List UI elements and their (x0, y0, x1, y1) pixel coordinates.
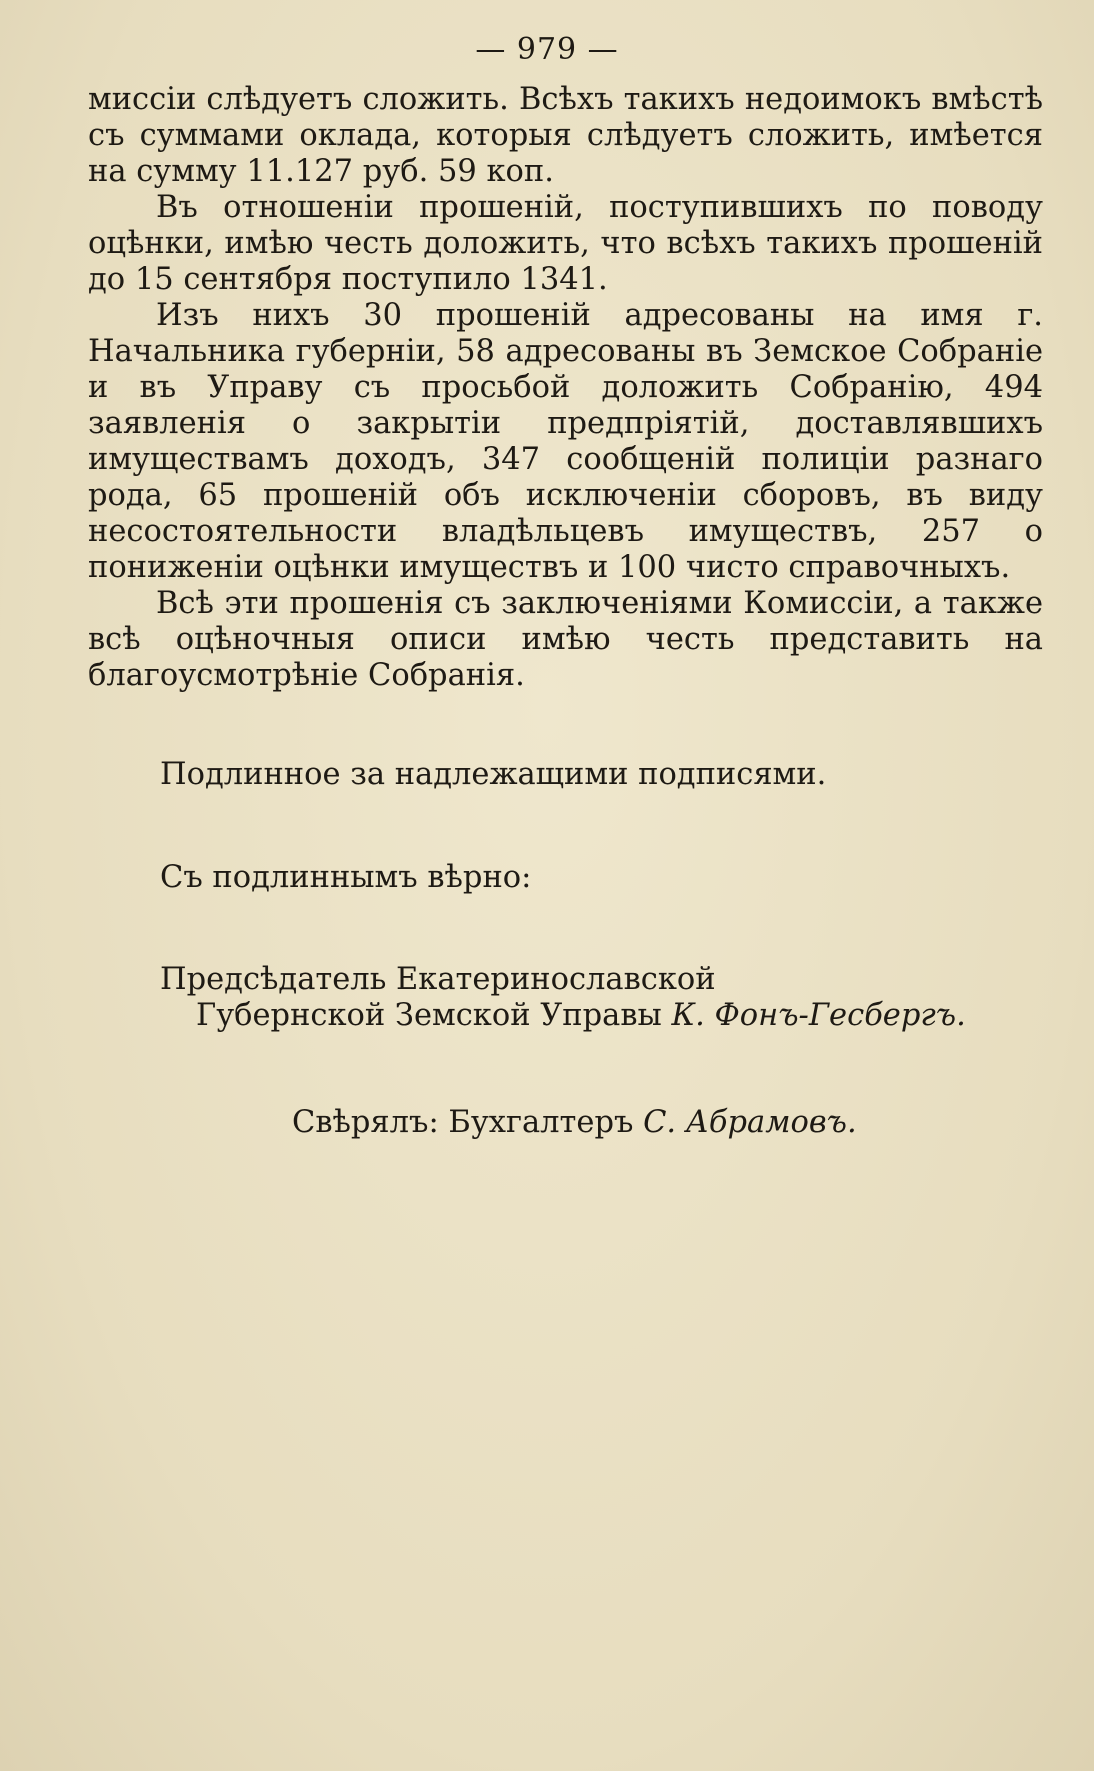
chairman-signature: К. Фонъ-Гесбергъ. (671, 998, 966, 1033)
page-number: — 979 — (475, 32, 619, 67)
paragraph: Всѣ эти прошенія съ заключеніями Комиссіи, а также всѣ оцѣночныя описи имѣю честь представить на благоусмотрѣніе Собранія. (88, 586, 1043, 693)
certified-note: Съ подлиннымъ вѣрно: (160, 860, 532, 895)
checked-signature: С. Абрамовъ. (643, 1105, 857, 1140)
paragraph: миссіи слѣдуетъ сложить. Всѣхъ такихъ недоимокъ вмѣстѣ съ суммами оклада, которыя слѣдуетъ сложить, имѣется на сумму 11.127 руб. 59 коп. (88, 82, 1043, 189)
chairman-title-line1: Предсѣдатель Екатеринославской (160, 962, 716, 997)
checked-label: Свѣрялъ: Бухгалтеръ (292, 1105, 634, 1140)
chairman-title-line2-text: Губернской Земской Управы (196, 998, 662, 1033)
paragraph: Изъ нихъ 30 прошеній адресованы на имя г. Начальника губерніи, 58 адресованы въ Земское Собраніе и въ Управу съ просьбой доложить Собранію, 494 заявленія о закрытіи предпріятій, доставлявшихъ имуществамъ доходъ, 347 сообщеній полиціи разнаго рода, 65 прошеній объ исключеніи сборовъ, въ виду несостоятельности владѣльцевъ имуществъ, 257 о пониженіи оцѣнки имуществъ и 100 чисто справочныхъ. (88, 298, 1043, 585)
checked-line (292, 1105, 857, 1141)
body-text (88, 82, 1043, 694)
chairman-title-line2 (196, 998, 966, 1034)
paragraph: Въ отношеніи прошеній, поступившихъ по поводу оцѣнки, имѣю честь доложить, что всѣхъ такихъ прошеній до 15 сентября поступило 1341. (88, 190, 1043, 297)
original-note: Подлинное за надлежащими подписями. (160, 757, 827, 792)
